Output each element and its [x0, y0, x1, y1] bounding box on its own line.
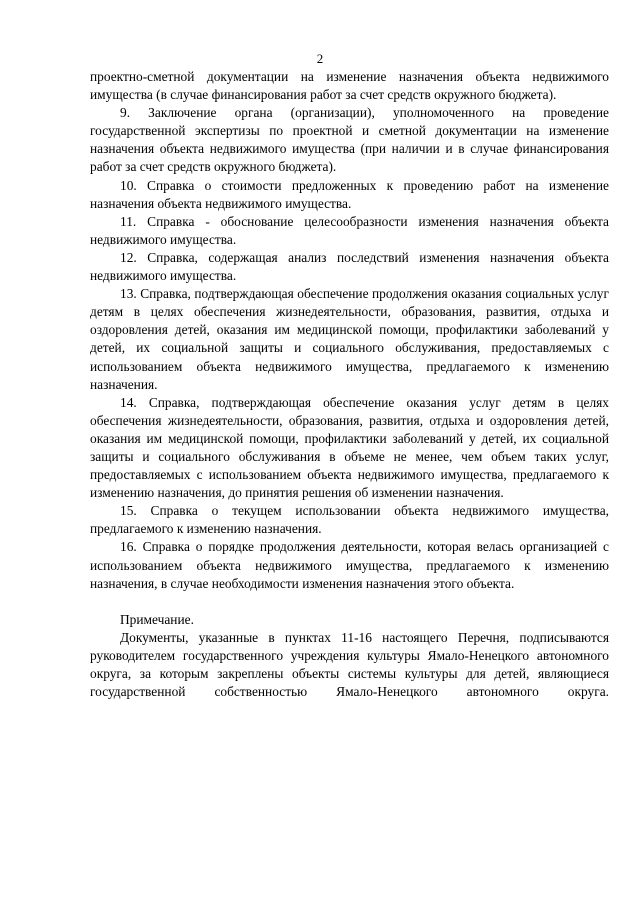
note-text: Документы, указанные в пунктах 11-16 настоящего Перечня, подписываются руководителем государственного учреждения культуры Ямало-Ненецкого автономного округа, за которым закреплены объекты системы культуры для детей, являющиеся государственной собственностью Ямало-Ненецкого автономного округа. — [90, 629, 609, 700]
paragraph-item-13: 13. Справка, подтверждающая обеспечение продолжения оказания социальных услуг детям в целях обеспечения жизнедеятельности, образования, развития, отдыха и оздоровления детей, оказания им медицинской помощи, профилактики заболеваний у детей, их социальной защиты и социального обслуживания, предоставляемых с использованием объекта недвижимого имущества, предлагаемого к изменению назначения. — [90, 286, 609, 392]
page-number: 2 — [316, 51, 324, 66]
paragraph-item-14: 14. Справка, подтверждающая обеспечение оказания услуг детям в целях обеспечения жизнедеятельности, образования, развития, отдыха и оздоровления детей, оказания им медицинской помощи, профилактики заболеваний у детей, их социальной защиты и социального обслуживания в объеме не менее, чем объем таких услуг, предоставляемых с использованием объекта недвижимого имущества, предлагаемого к изменению назначения, до принятия решения об изменении назначения. — [90, 394, 609, 501]
paragraph-item-15: 15. Справка о текущем использовании объекта недвижимого имущества, предлагаемого к изменению назначения. — [90, 503, 609, 537]
section-gap — [90, 593, 609, 611]
note-title: Примечание. — [120, 611, 194, 627]
paragraph-item-10: 10. Справка о стоимости предложенных к проведению работ на изменение назначения объекта недвижимого имущества. — [90, 177, 609, 211]
paragraph-item-16: 16. Справка о порядке продолжения деятельности, которая велась организацией с использованием объекта недвижимого имущества, предлагаемого к изменению назначения, в случае необходимости изменения назначения этого объекта. — [90, 539, 609, 591]
paragraph-item-9: 9. Заключение органа (организации), уполномоченного на проведение государственной экспертизы по проектной и сметной документации на изменение назначения объекта недвижимого имущества (при наличии и в случае финансирования работ за счет средств окружного бюджета). — [90, 105, 609, 175]
paragraph-item-12: 12. Справка, содержащая анализ последствий изменения назначения объекта недвижимого имущества. — [90, 249, 609, 284]
paragraph-continuation: проектно-сметной документации на изменение назначения объекта недвижимого имущества (в случае финансирования работ за счет средств окружного бюджета). — [90, 69, 609, 103]
paragraph-item-11: 11. Справка - обоснование целесообразности изменения назначения объекта недвижимого имущества. — [90, 213, 609, 247]
document-body — [90, 68, 609, 701]
